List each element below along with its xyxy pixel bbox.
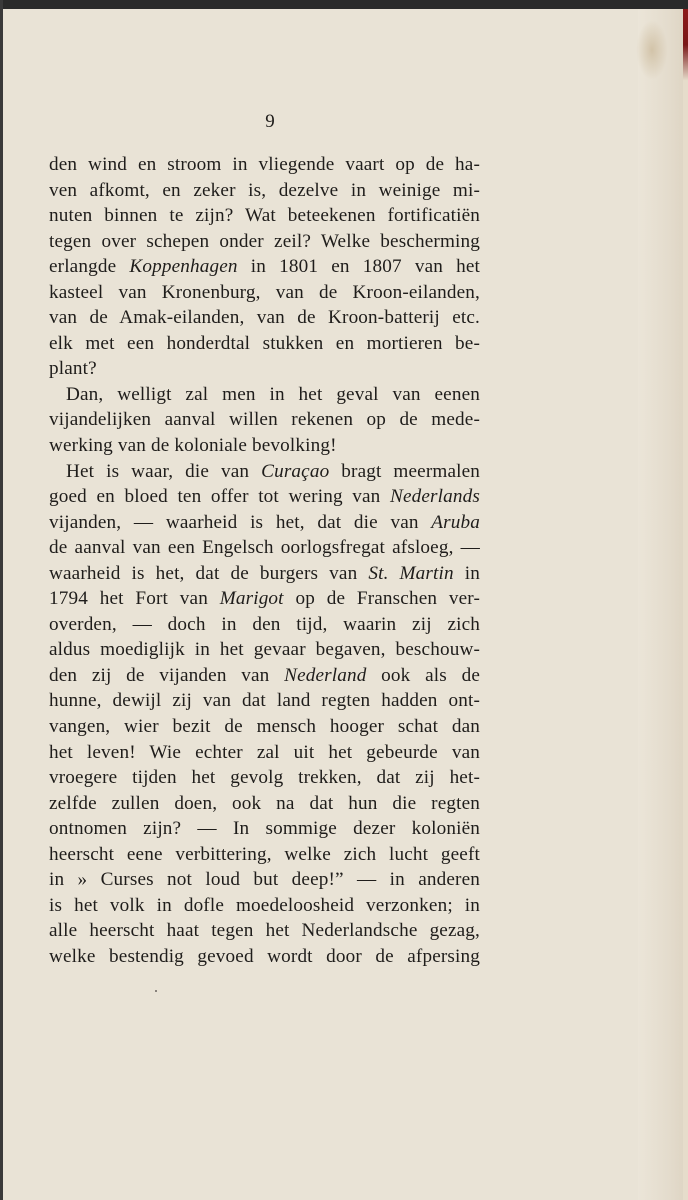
text-line: aldus moediglijk in het gevaar begaven, beschouw- [49, 639, 480, 661]
text-run: goed en bloed ten offer tot wering van [49, 486, 391, 508]
italic-place-name: Koppenhagen [129, 256, 238, 278]
italic-place-name: St. Martin [368, 562, 454, 584]
text-run: in [453, 562, 481, 584]
text-line [49, 561, 480, 587]
text-run: waarheid is het, dat de burgers van [49, 562, 369, 584]
text-line: ven afkomt, en zeker is, dezelve in weinige mi- [49, 179, 480, 201]
text-line: vangen, wier bezit de mensch hooger schat dan [49, 716, 480, 738]
page-number: 9 [265, 111, 275, 132]
text-line: werking van de koloniale bevolking! [49, 435, 337, 457]
text-line [49, 586, 480, 612]
text-line: vroegere tijden het gevolg trekken, dat zij het- [49, 767, 480, 789]
text-line [49, 510, 480, 536]
text-line: ontnomen zijn? — In sommige dezer koloniën [49, 818, 480, 840]
scan-left-border [0, 0, 3, 1200]
text-line: elk met een honderdtal stukken en mortieren be- [49, 332, 480, 354]
text-line: kasteel van Kronenburg, van de Kroon-eilanden, [49, 281, 480, 303]
body-text [49, 152, 480, 970]
text-line: is het volk in dofle moedeloosheid verzonken; in [49, 894, 480, 916]
italic-place-name: Marigot [219, 588, 284, 610]
page-right-edge [638, 9, 688, 1200]
text-line: zelfde zullen doen, ook na dat hun die regten [49, 792, 480, 814]
text-run: den zij de vijanden van [49, 664, 285, 686]
text-line: in » Curses not loud but deep!” — in anderen [49, 869, 480, 891]
text-line [49, 484, 480, 510]
ink-speck [155, 990, 157, 992]
paper-stain [636, 20, 668, 80]
text-line [49, 459, 480, 485]
text-run: Het is waar, die van [66, 460, 262, 482]
text-run: 1794 het Fort van [49, 588, 220, 610]
text-line [49, 254, 480, 280]
text-run: erlangde [49, 256, 130, 278]
text-run: in 1801 en 1807 van het [237, 256, 481, 278]
italic-place-name: Aruba [431, 511, 480, 533]
bookmark-ribbon [683, 9, 688, 1200]
text-line: plant? [49, 358, 97, 380]
text-run: op de Franschen ver- [283, 588, 480, 610]
text-line: de aanval van een Engelsch oorlogsfregat afsloeg, — [49, 537, 480, 559]
text-line: nuten binnen te zijn? Wat beteekenen fortificatiën [49, 205, 480, 227]
text-line: tegen over schepen onder zeil? Welke bescherming [49, 230, 480, 252]
text-line: heerscht eene verbittering, welke zich lucht geeft [49, 843, 480, 865]
text-line: van de Amak-eilanden, van de Kroon-batterij etc. [49, 307, 480, 329]
text-line: het leven! Wie echter zal uit het gebeurde van [49, 741, 480, 763]
text-line: hunne, dewijl zij van dat land regten hadden ont- [49, 690, 480, 712]
text-line: den wind en stroom in vliegende vaart op de ha- [49, 154, 480, 175]
text-run: bragt meermalen [329, 460, 480, 482]
scan-top-border [0, 0, 688, 9]
text-line: welke bestendig gevoed wordt door de afpersing [49, 945, 480, 967]
text-line: alle heerscht haat tegen het Nederlandsche gezag, [49, 920, 480, 942]
italic-place-name: Curaçao [261, 460, 330, 482]
text-line [49, 663, 480, 689]
italic-place-name: Nederlands [390, 486, 480, 508]
text-line: Dan, welligt zal men in het geval van eenen [66, 383, 480, 405]
text-line: overden, — doch in den tijd, waarin zij zich [49, 613, 480, 635]
text-run: ook als de [366, 664, 480, 686]
italic-place-name: Nederland [284, 664, 367, 686]
text-line: vijandelijken aanval willen rekenen op de mede- [49, 409, 480, 431]
text-run: vijanden, — waarheid is het, dat die van [49, 511, 432, 533]
